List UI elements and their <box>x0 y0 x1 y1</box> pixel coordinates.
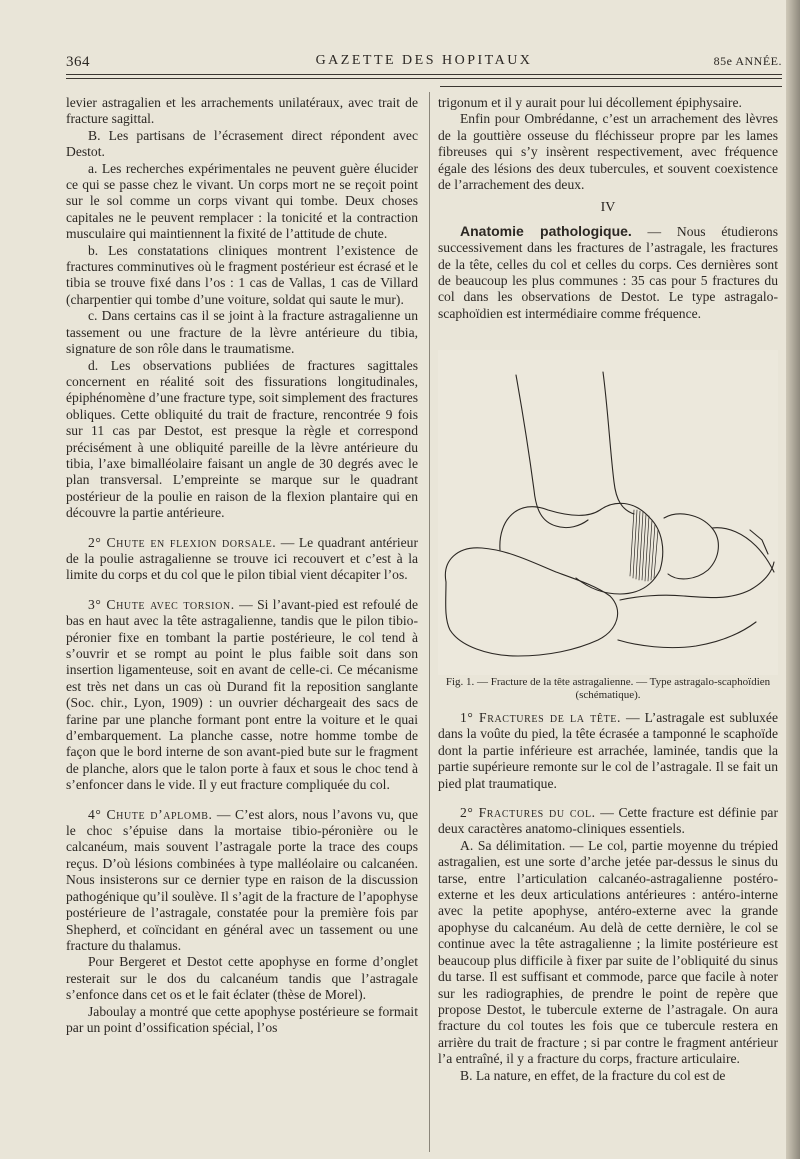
paragraph: b. Les constatations cliniques montrent l’existence de fractures comminutives où le fragment postérieur est écrasé et le tibia se trouve fixé dans l’os : 1 cas de Vallas, 1 cas de Villard (charpentier qui tombe d’une voiture, soldat qui saute le mur). <box>66 242 418 307</box>
paragraph: a. Les recherches expérimentales ne peuvent guère élucider ce qui se passe chez le vivant. Un corps mort ne se reçoit point sur le sol comme un corps vivant qui tombe. Deux choses capitales ne le peuvent remplacer : la tonicité et la contraction musculaire qui maintiennent la fixité de l’attitude de chute. <box>66 160 418 242</box>
paragraph-fractures-tete: 1° Fractures de la tête. — L’astragale est subluxée dans la voûte du pied, la tête écrasée a tamponné le scaphoïde dont la partie inférieure est arrachée, laminée, tandis que la partie supérieure remonte sur le col de l’astragale. Il se fait un pied plat traumatique. <box>438 710 779 791</box>
subheading: 4° Chute d’aplomb. <box>88 806 213 822</box>
subheading: 3° Chute avec torsion. <box>88 596 235 612</box>
paragraph-aplomb: 4° Chute d’aplomb. — C’est alors, nous l’avons vu, que le choc s’épuise dans la mortaise tibio-péronière ou le calcanéum, mais souvent l’astragale porte la trace des coups reçus. D’où lésions combinées à type malléolaire ou calcanéen. Nous insisterons sur ce dernier type en raison de la discussion pathogénique qu’il soulève. Il s’agit de la fracture de l’apophyse postérieure de l’astragale, constatée pour la première fois par Shepherd, et coïncidant en général avec un tassement ou une fracture du thalamus. <box>66 806 418 953</box>
paragraph: Enfin pour Ombrédanne, c’est un arrachement des lèvres de la gouttière osseuse du fléchisseur propre par les lames fibreuses qui s’y insèrent respectivement, avec fréquence égale des lésions des deux tubercules, et souvent coexistence de l’arrachement des deux. <box>438 111 778 193</box>
subheading: 1° Fractures de la tête. <box>460 710 622 725</box>
paragraph: trigonum et il y aurait pour lui décollement épiphysaire. <box>438 95 742 110</box>
paragraph: levier astragalien et les arrachements unilatéraux, avec trait de fracture sagittal. <box>66 95 418 127</box>
subheading: 2° Fractures du col. <box>460 805 596 821</box>
year-label: 85e ANNÉE. <box>713 54 782 68</box>
paragraph: c. Dans certains cas il se joint à la fracture astragalienne un tassement ou une fracture de la lèvre antérieure du tibia, signature de son rôle dans le traumatisme. <box>66 308 418 357</box>
section-number: IV <box>600 200 616 216</box>
subheading: 2° Chute en flexion dorsale. <box>88 534 277 550</box>
paragraph: B. Les partisans de l’écrasement direct répondent avec Destot. <box>66 127 418 160</box>
left-column <box>66 95 418 1036</box>
right-column-rule <box>440 86 782 87</box>
paragraph: A. Sa délimitation. — Le col, partie moyenne du trépied astragalien, est une sorte d’arche jetée par-dessus le sinus du tarse, entre l’articulation calcanéo-astragalienne postéro-externe et les deux articulations antérieures : antéro-interne avec la petite apophyse, antéro-externe avec la grande apophyse du calcanéum. Au delà de cette dernière, le col se continue avec la tête astragalienne ; la limite postérieure est beaucoup plus difficile à fixer par suite de l’obliquité du sinus du tarse. Il est suffisant et commode, parce que facile à noter sur les radiographies, de prendre le point de repère que propose Destot, le tubercule externe de l’astragale. On aura fracture du col toutes les fois que ce tubercule restera en arrière du trait de fracture ; si par contre le fragment antérieur l’a entraîné, il y a fracture du corps, fracture articulaire. <box>438 837 778 1067</box>
paragraph: Jaboulay a montré que cette apophyse postérieure se formait par un point d’ossification spécial, l’os <box>66 1003 418 1035</box>
paragraph-fractures-col: 2° Fractures du col. — Cette fracture est définie par deux caractères anatomo-cliniques essentiels. <box>438 805 778 837</box>
header-rule-double <box>66 78 782 79</box>
paragraph-flexion-dorsale: 2° Chute en flexion dorsale. — Le quadrant antérieur de la poulie astragalienne se trouve ici recouvert et c’est à la limite du corps et du col que le pilon tibial vient décapiter l’os. <box>66 534 418 583</box>
journal-title: GAZETTE DES HOPITAUX <box>315 53 533 68</box>
page-header <box>66 52 782 72</box>
right-column-top <box>438 95 778 322</box>
paragraph: B. La nature, en effet, de la fracture du col est de <box>460 1067 726 1083</box>
page-edge <box>786 0 800 1159</box>
figure-caption: Fig. 1. — Fracture de la tête astragalienne. — Type astragalo-scaphoïdien (schématique). <box>445 676 771 701</box>
right-column-bottom <box>438 710 778 1084</box>
paragraph: d. Les observations publiées de fractures sagittales concernent en réalité soit des fissurations longitudinales, épiphénomène d’une fracture type, soit simplement des fractures obliques. Cette obliquité du trait de fracture, rencontrée 9 fois sur 11 cas par Destot, est presque la règle et correspond précisément à une obliquité pareille de la lèvre antérieure du tibia, l’axe bimalléolaire faisant un angle de 30 degrés avec le plan transversal. L’empreinte se marque sur le quadrant postérieur de la poulie en raison de la flexion plantaire qui en découvre la partie antérieure. <box>66 357 418 521</box>
column-separator <box>429 92 430 1152</box>
section-heading: Anatomie pathologique. <box>460 222 632 239</box>
paragraph-anatomie: Anatomie pathologique. — Nous étudierons successivement dans les fractures de l’astragale, les fractures de la tête, celles du col et celles du corps. Ces dernières sont de beaucoup les plus communes : 35 cas pour 5 fractures du col dans les observations de Destot. Le type astragalo-scaphoïdien est intermédiaire comme fréquence. <box>438 222 778 321</box>
anatomical-figure <box>438 350 778 675</box>
header-rule <box>66 74 782 75</box>
paragraph-torsion: 3° Chute avec torsion. — Si l’avant-pied est refoulé de bas en haut avec la tête astragalienne, tandis que le pilon tibio-péronier fixe en tombant la partie postérieure, le col tend à s’ouvrir et se rompt au point le plus faible soit dans son insertion ligamenteuse, soit en avant de celle-ci. Ce mécanisme est très net dans un cas où Durand fit la reposition sanglante (Soc. chir., Lyon, 1909) : un ouvrier déchargeait des sacs de farine par une planche formant pont entre la voiture et le quai d’embarquement. La planche casse, notre homme tombe de façon que le bord interne de son avant-pied bute sur le fragment de planche, alors que le talon porte à faux et sous le choc tend à s’enfoncer dans le vide. Il y eut fracture compliquée du col. <box>66 596 419 793</box>
paragraph: Pour Bergeret et Destot cette apophyse en forme d’onglet resterait sur le dos du calcanéum tandis que l’astragale s’enfonce dans cet os et le fait éclater (thèse de Morel). <box>66 954 418 1003</box>
page-number: 364 <box>66 54 90 70</box>
